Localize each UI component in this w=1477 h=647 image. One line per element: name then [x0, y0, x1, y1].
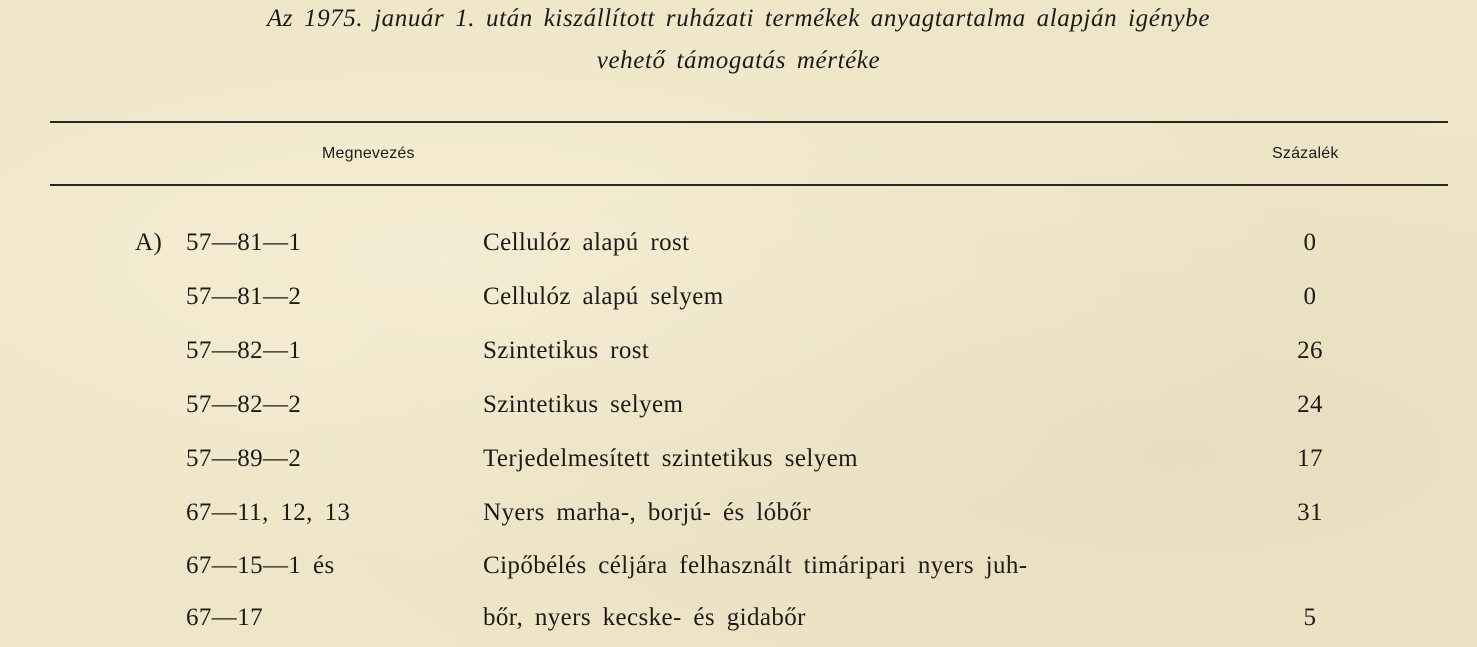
table-row [0, 283, 1477, 315]
row-description: Nyers marha-, borjú- és lóbőr [483, 499, 812, 526]
row-percent: 17 [1297, 445, 1323, 472]
table-title-line-2: vehető támogatás mértéke [596, 47, 881, 74]
row-description: Terjedelmesített szintetikus selyem [483, 445, 858, 472]
table-row [0, 499, 1477, 531]
row-section-label: A) [135, 229, 163, 256]
header-bottom-rule [50, 184, 1448, 186]
row-description: bőr, nyers kecske- és gidabőr [483, 604, 806, 631]
column-header-name: Megnevezés [322, 145, 415, 162]
row-code: 57—82—1 [186, 337, 302, 364]
row-description: Cellulóz alapú rost [483, 229, 690, 256]
header-top-rule [50, 121, 1448, 123]
row-description: Szintetikus rost [483, 337, 650, 364]
row-code: 67—15—1 és [186, 552, 335, 579]
table-row [0, 604, 1477, 636]
row-code: 57—81—2 [186, 283, 302, 310]
table-title-line-1: Az 1975. január 1. után kiszállított ruházati termékek anyagtartalma alapján igénybe [266, 5, 1211, 32]
row-code: 57—81—1 [186, 229, 302, 256]
row-percent: 5 [1303, 604, 1317, 631]
row-percent: 31 [1297, 499, 1323, 526]
row-code: 57—82—2 [186, 391, 302, 418]
row-description: Cipőbélés céljára felhasznált timáripari nyers juh- [483, 552, 1028, 579]
table-row [0, 552, 1477, 584]
row-percent: 24 [1297, 391, 1323, 418]
row-description: Cellulóz alapú selyem [483, 283, 724, 310]
table-row [0, 337, 1477, 369]
row-percent: 0 [1303, 229, 1317, 256]
table-row [0, 229, 1477, 261]
row-percent: 0 [1303, 283, 1317, 310]
table-row [0, 445, 1477, 477]
row-code: 57—89—2 [186, 445, 302, 472]
column-header-percent: Százalék [1272, 145, 1339, 162]
row-description: Szintetikus selyem [483, 391, 684, 418]
row-code: 67—11, 12, 13 [186, 499, 351, 526]
row-code: 67—17 [186, 604, 263, 631]
row-percent: 26 [1297, 337, 1323, 364]
table-row [0, 391, 1477, 423]
